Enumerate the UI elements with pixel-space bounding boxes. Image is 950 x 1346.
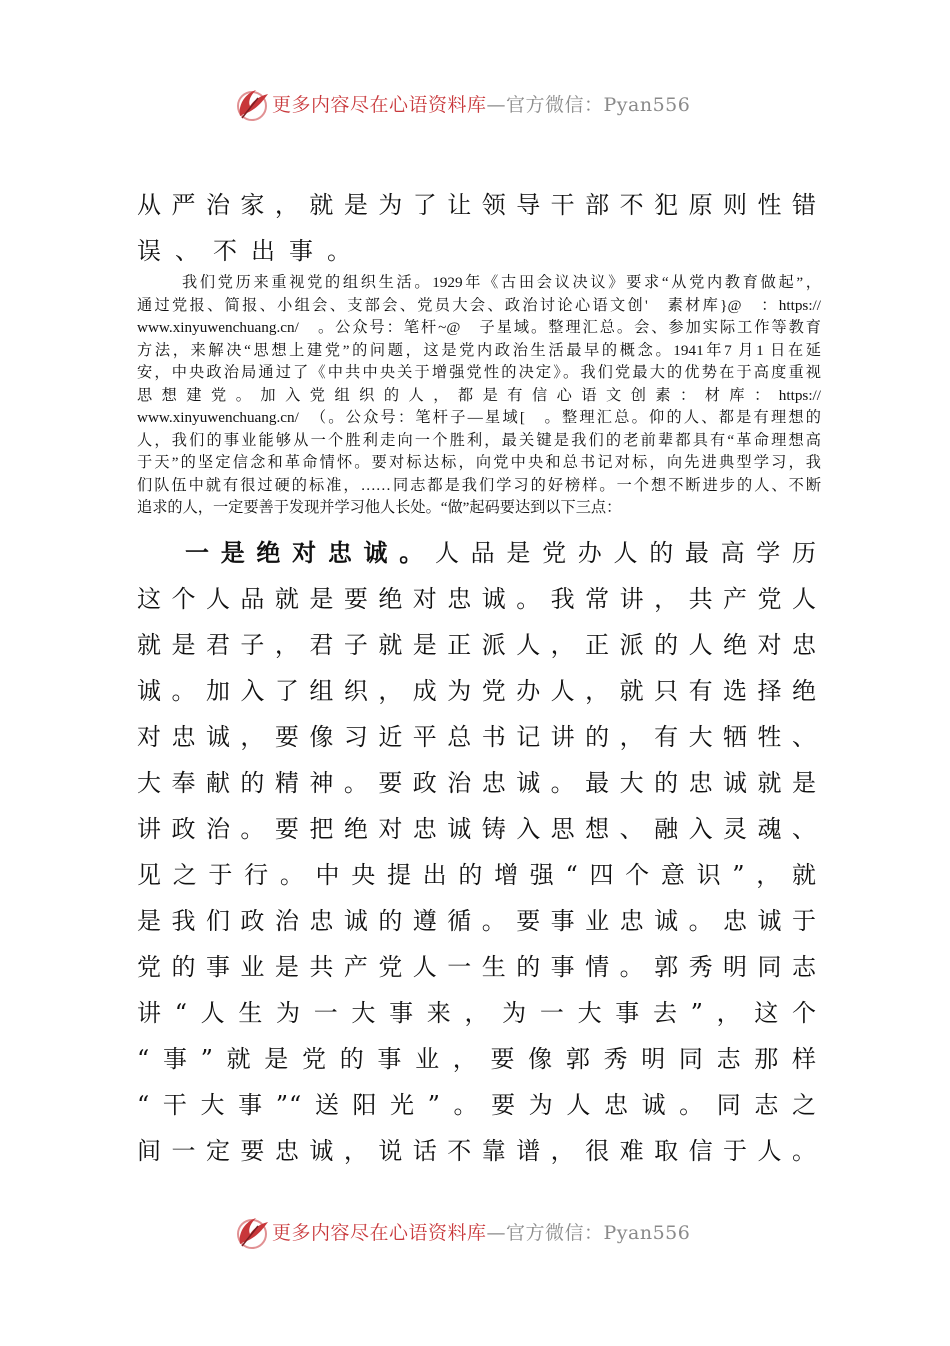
text-line: 间一定要忠诚，说话不靠谱，很难取信于人。 — [137, 1137, 817, 1165]
text-line: 见之于行。中央提出的增强“四个意识”，就 — [137, 861, 817, 889]
text-line: 追求的人，一定要善于发现并学习他人长处。“做”起码要达到以下三点： — [137, 499, 622, 516]
text-line: 讲政治。要把绝对忠诚铸入思想、融入灵魂、 — [137, 815, 817, 843]
text-line: 误、不出事。 — [137, 237, 365, 265]
header-banner — [0, 82, 950, 126]
text-line: 这个人品就是要绝对忠诚。我常讲，共产党人 — [137, 585, 817, 613]
text-line: www.xinyuwenchuang.cn/ （。公众号：笔杆子—星域[ 。整理汇总。仰的人、都是有理想的 — [137, 409, 821, 426]
banner-contact: —官方微信：Pyan556 — [486, 94, 691, 116]
text-line: 党的事业是共产党人一生的事情。郭秀明同志 — [137, 953, 817, 981]
text-line: “事”就是党的事业，要像郭秀明同志那样 — [137, 1045, 817, 1073]
text-line: 讲“人生为一大事来，为一大事去”，这个 — [137, 999, 817, 1027]
text-line: 就是君子，君子就是正派人，正派的人绝对忠 — [137, 631, 817, 659]
footer-banner — [0, 1210, 950, 1254]
text-line: 人，我们的事业能够从一个胜利走向一个胜利，最关键是我们的老前辈都具有“革命理想高 — [137, 431, 821, 449]
text-line: 诚。加入了组织，成为党办人，就只有选择绝 — [137, 677, 817, 705]
text-line: “干大事”“送阳光”。要为人忠诚。同志之 — [137, 1091, 817, 1119]
text-line: 思想建党。加入党组织的人，都是有信心语文创素：材库：https:// — [137, 386, 821, 404]
text-line: 大奉献的精神。要政治忠诚。最大的忠诚就是 — [137, 769, 817, 797]
text-line: 们队伍中就有很过硬的标准，……同志都是我们学习的好榜样。一个想不断进步的人、不断 — [137, 476, 821, 494]
text-line: 我们党历来重视党的组织生活。1929年《古田会议决议》要求“从党内教育做起”， — [182, 274, 821, 291]
text-line — [137, 530, 817, 576]
intro-paragraph — [137, 182, 817, 274]
text-line: 方法，来解决“思想上建党”的问题，这是党内政治生活最早的概念。1941年7 月1 日在延 — [137, 341, 821, 359]
body-paragraph-small — [137, 272, 821, 520]
quill-logo-icon — [232, 1212, 272, 1252]
banner-text — [272, 1218, 690, 1245]
lead-rest: 人品是党办人的最高学历 — [434, 539, 818, 567]
banner-brand: 更多内容尽在心语资料库 — [272, 1222, 487, 1244]
text-line: 从严治家，就是为了让领导干部不犯原则性错 — [137, 191, 817, 219]
text-line: 通过党报、简报、小组会、支部会、党员大会、政治讨论心语文创' 素材库}@ ：https:// — [137, 296, 821, 314]
text-line: www.xinyuwenchuang.cn/ 。公众号：笔杆~@ 子星域。整理汇总。会、参加实际工作等教育 — [137, 319, 821, 336]
quill-logo-icon — [232, 84, 272, 124]
banner-text — [272, 90, 690, 117]
text-line: 对忠诚，要像习近平总书记讲的，有大牺牲、 — [137, 723, 817, 751]
main-paragraph — [137, 530, 817, 1174]
banner-contact: —官方微信：Pyan556 — [486, 1222, 691, 1244]
text-line: 安，中央政治局通过了《中共中央关于增强党性的决定》。我们党最大的优势在于高度重视 — [137, 364, 821, 381]
lead-phrase: 一是绝对忠诚。 — [185, 538, 435, 567]
banner-brand: 更多内容尽在心语资料库 — [272, 94, 487, 116]
text-line: 是我们政治忠诚的遵循。要事业忠诚。忠诚于 — [137, 907, 817, 935]
text-line: 于天”的坚定信念和革命情怀。要对标达标，向党中央和总书记对标，向先进典型学习，我 — [137, 454, 821, 471]
